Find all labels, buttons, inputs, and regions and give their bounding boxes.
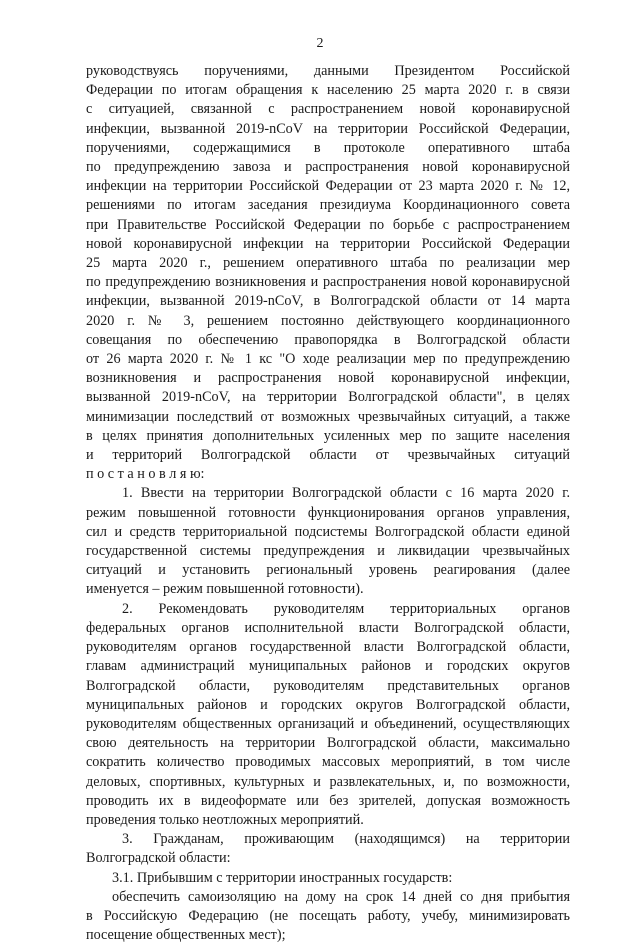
text-line: федеральных органов исполнительной власти Волгоградской области,: [86, 619, 570, 636]
text-line: в целях принятия дополнительных усиленных мер по защите населения: [86, 427, 570, 444]
text-line: минимизации последствий от возможных чрезвычайных ситуаций, а также: [86, 408, 570, 425]
text-line: Волгоградской области, руководителям представительных органов: [86, 677, 570, 694]
text-line: свою деятельность на территории Волгоградской области, максимально: [86, 735, 570, 752]
text-line: новой коронавирусной инфекции на территории Российской Федерации: [86, 235, 570, 252]
text-line: 3.1. Прибывшим с территории иностранных государств:: [112, 869, 453, 886]
text-line: государственной системы предупреждения и ликвидации чрезвычайных: [86, 543, 570, 560]
text-line: инфекции, вызванной 2019-nCoV, в Волгоградской области от 14 марта: [86, 293, 570, 310]
text-line: с ситуацией, связанной с распространением новой коронавирусной: [86, 101, 570, 118]
text-line: возникновения и распространения новой коронавирусной инфекции,: [86, 370, 570, 387]
text-line: 2020 г. № 3, решением постоянно действующего координационного: [86, 312, 570, 329]
text-line: при Правительстве Российской Федерации по борьбе с распространением: [86, 216, 570, 233]
text-line: п о с т а н о в л я ю:: [86, 466, 205, 483]
text-line: режим повышенной готовности функционирования органов управления,: [86, 504, 570, 521]
text-line: Федерации по итогам обращения к населению 25 марта 2020 г. в связи: [86, 82, 570, 99]
text-line: руководствуясь поручениями, данными Президентом Российской: [86, 63, 570, 79]
text-line: совещания по обеспечению правопорядка в Волгоградской области: [86, 331, 570, 348]
text-line: руководителям общественных организаций и объединений, осуществляющих: [86, 715, 570, 732]
text-line: от 26 марта 2020 г. № 1 кс "О ходе реализации мер по предупреждению: [86, 351, 570, 368]
text-line: сократить количество проводимых массовых мероприятий, в том числе: [86, 754, 570, 771]
text-line: руководителям органов государственной власти Волгоградской области,: [86, 639, 570, 656]
text-line: деловых, спортивных, культурных и развлекательных, и, по возможности,: [86, 773, 570, 790]
text-line: муниципальных районов и городских округов Волгоградской области,: [86, 696, 570, 713]
text-line: проводить их в видеоформате или без зрителей, допуская возможность: [86, 792, 570, 809]
text-line: Волгоградской области:: [86, 850, 231, 867]
text-line: и территорий Волгоградской области от чрезвычайных ситуаций: [86, 447, 570, 464]
page-number: 2: [316, 36, 324, 51]
text-line: инфекции на территории Российской Федерации от 23 марта 2020 г. № 12,: [86, 178, 570, 195]
document-body: [86, 62, 570, 945]
text-line: 1. Ввести на территории Волгоградской области с 16 марта 2020 г.: [122, 485, 570, 502]
text-line: обеспечить самоизоляцию на дому на срок 14 дней со дня прибытия: [112, 888, 570, 905]
text-line: ситуаций и установить региональный уровень реагирования (далее: [86, 562, 570, 579]
text-line: по предупреждению возникновения и распространения новой коронавирусной: [86, 274, 570, 291]
text-line: в Российскую Федерацию (не посещать работу, учебу, минимизировать: [86, 907, 570, 924]
text-line: 2. Рекомендовать руководителям территориальных органов: [122, 600, 570, 617]
text-line: решениями по итогам заседания президиума Координационного совета: [86, 197, 570, 214]
text-line: главам администраций муниципальных районов и городских округов: [86, 658, 570, 675]
text-line: вызванной 2019-nCoV, на территории Волгоградской области", в целях: [86, 389, 570, 406]
text-line: проведения только неотложных мероприятий.: [86, 811, 364, 828]
text-line: поручениями, содержащимися в протоколе оперативного штаба: [86, 139, 570, 156]
text-line: инфекции, вызванной 2019-nCoV на территории Российской Федерации,: [86, 120, 570, 137]
text-line: 25 марта 2020 г., решением оперативного штаба по реализации мер: [86, 255, 570, 272]
text-line: именуется – режим повышенной готовности).: [86, 581, 364, 598]
text-line: 3. Гражданам, проживающим (находящимся) на территории: [122, 831, 570, 848]
text-line: по предупреждению завоза и распространения новой коронавирусной: [86, 159, 570, 176]
text-line: посещение общественных мест);: [86, 927, 286, 944]
text-line: сил и средств территориальной подсистемы Волгоградской области единой: [86, 523, 570, 540]
